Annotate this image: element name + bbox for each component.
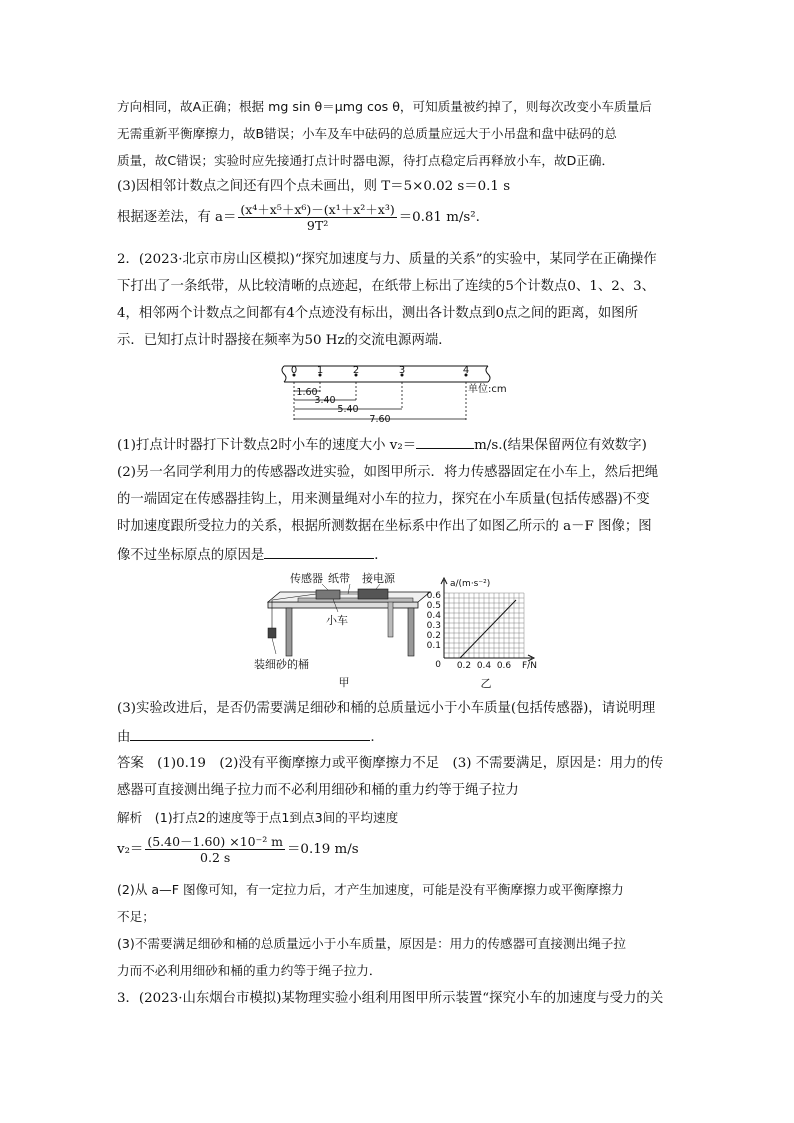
answer-blank[interactable]	[416, 435, 474, 449]
part-text: 像不过坐标原点的原因是	[117, 548, 265, 563]
question-line: 时加速度跟所受拉力的关系，根据所测数据在坐标系中作出了如图乙所示的 a－F 图像；图	[117, 519, 652, 534]
tape-point-label: 0	[290, 365, 298, 376]
a-F-graph	[420, 576, 540, 690]
tape-point-label: 2	[352, 365, 360, 376]
part-text: ．	[374, 548, 388, 563]
part-text: .	[370, 730, 375, 745]
text-line: (3)因相邻计数点之间还有四个点未画出，则 T＝5×0.02 s＝0.1 s	[117, 179, 511, 194]
solution-line: (3)不需要满足细砂和桶的总质量远小于小车质量，原因是：用力的传感器可直接测出绳子拉	[117, 936, 626, 951]
formula-line	[117, 202, 480, 233]
formula-prefix: 根据逐差法，有 a＝	[117, 210, 237, 225]
solution-line: 不足；	[117, 909, 155, 924]
tape-unit-label: 单位:cm	[468, 384, 507, 395]
question-line: 3．(2023·山东烟台市模拟)某物理实验小组利用图甲所示装置“探究小车的加速度与受力的关	[117, 991, 664, 1006]
question-line: 示．已知打点计时器接在频率为50 Hz的交流电源两端．	[117, 333, 452, 348]
part-text: 由	[117, 730, 131, 745]
label-car: 小车	[326, 614, 348, 627]
x-tick-label: 0.4	[476, 661, 492, 671]
y-tick-label: 0.4	[426, 611, 441, 621]
tape-point-label: 3	[398, 365, 406, 376]
formula-line	[117, 834, 359, 865]
question-line: (2)另一名同学利用力的传感器改进实验，如图甲所示．将力传感器固定在小车上，然后把绳	[117, 465, 659, 480]
x-tick-label: 0.6	[496, 661, 512, 671]
label-sensor: 传感器	[290, 572, 323, 585]
fraction-denominator: 0.2 s	[200, 850, 231, 865]
question-line: 的一端固定在传感器挂钩上，用来测量绳对小车的拉力，探究在小车质量(包括传感器)不变	[117, 492, 650, 507]
x-axis-label: F/N	[522, 661, 537, 671]
tape-distance-label: 7.60	[369, 414, 391, 425]
fraction-denominator: 9T²	[306, 218, 329, 233]
tape-point-label: 1	[316, 365, 324, 376]
question-part	[117, 727, 375, 747]
formula-prefix: v₂＝	[117, 842, 144, 857]
part-text: m/s.(结果保留两位有效数字)	[474, 438, 647, 453]
x-tick-label: 0.2	[456, 661, 472, 671]
question-part	[117, 435, 647, 455]
tape-distance-label: 1.60	[296, 387, 318, 398]
label-tape: 纸带	[328, 572, 350, 585]
solution-line: (2)从 a—F 图像可知，有一定拉力后，才产生加速度，可能是没有平衡摩擦力或平衡摩擦力	[117, 882, 624, 897]
fraction-numerator: (x⁴＋x⁵＋x⁶)－(x¹＋x²＋x³)	[240, 202, 395, 217]
answer-blank[interactable]	[264, 545, 374, 559]
y-tick-label: 0.2	[426, 631, 441, 641]
y-axis-label: a/(m·s⁻²)	[450, 579, 491, 589]
formula-suffix: ＝0.19 m/s	[287, 842, 359, 857]
origin-label: 0	[435, 660, 441, 670]
y-tick-label: 0.1	[426, 641, 441, 651]
answer-line: 感器可直接测出绳子拉力而不必利用细砂和桶的重力约等于绳子拉力	[117, 783, 519, 798]
y-tick-label: 0.5	[426, 601, 441, 611]
question-line: (3)实验改进后，是否仍需要满足细砂和桶的总质量远小于小车质量(包括传感器)，请说明理	[117, 701, 656, 716]
question-line: 下打出了一条纸带，从比较清晰的点迹起，在纸带上标出了连续的5个计数点0、1、2、3、	[117, 279, 656, 294]
paper-tape-figure	[278, 358, 507, 425]
question-line: 4，相邻两个计数点之间都有4个点迹没有标出，测出各计数点到0点之间的距离，如图所	[117, 306, 639, 321]
tape-point-label: 4	[462, 365, 470, 376]
y-tick-label: 0.3	[426, 621, 441, 631]
label-power: 接电源	[362, 572, 395, 585]
fraction-numerator: (5.40－1.60) ×10⁻² m	[147, 834, 284, 849]
y-tick-label: 0.6	[426, 591, 441, 601]
tape-distance-label: 3.40	[314, 395, 336, 406]
answer-line: 答案 (1)0.19 (2)没有平衡摩擦力或平衡摩擦力不足 (3) 不需要满足，原因是：用力的传	[117, 756, 664, 771]
apparatus-figure	[254, 572, 434, 689]
fraction	[145, 834, 285, 865]
figure-caption: 乙	[480, 677, 492, 690]
solution-line: 力而不必利用细砂和桶的重力约等于绳子拉力．	[117, 963, 382, 978]
question-part	[117, 545, 388, 565]
answer-blank[interactable]	[130, 727, 370, 741]
fraction	[238, 202, 396, 233]
tape-distance-label: 5.40	[337, 404, 359, 415]
part-text: (1)打点计时器打下计数点2时小车的速度大小 v₂＝	[117, 438, 417, 453]
solution-line: 解析 (1)打点2的速度等于点1到点3间的平均速度	[117, 810, 399, 825]
question-line: 2．(2023·北京市房山区模拟)“探究加速度与力、质量的关系”的实验中，某同学在正确操作	[117, 252, 657, 267]
text-line: 质量，故C错误；实验时应先接通打点计时器电源，待打点稳定后再释放小车，故D正确．	[117, 153, 615, 168]
formula-suffix: ＝0.81 m/s².	[398, 210, 480, 225]
label-bucket: 装细砂的桶	[254, 658, 309, 671]
text-line: 方向相同，故A正确；根据 mg sin θ＝μmg cos θ，可知质量被约掉了，则每次改变小车质量后	[117, 99, 652, 114]
text-line: 无需重新平衡摩擦力，故B错误；小车及车中砝码的总质量应远大于小吊盘和盘中砝码的总	[117, 126, 617, 141]
figure-caption: 甲	[338, 676, 350, 689]
